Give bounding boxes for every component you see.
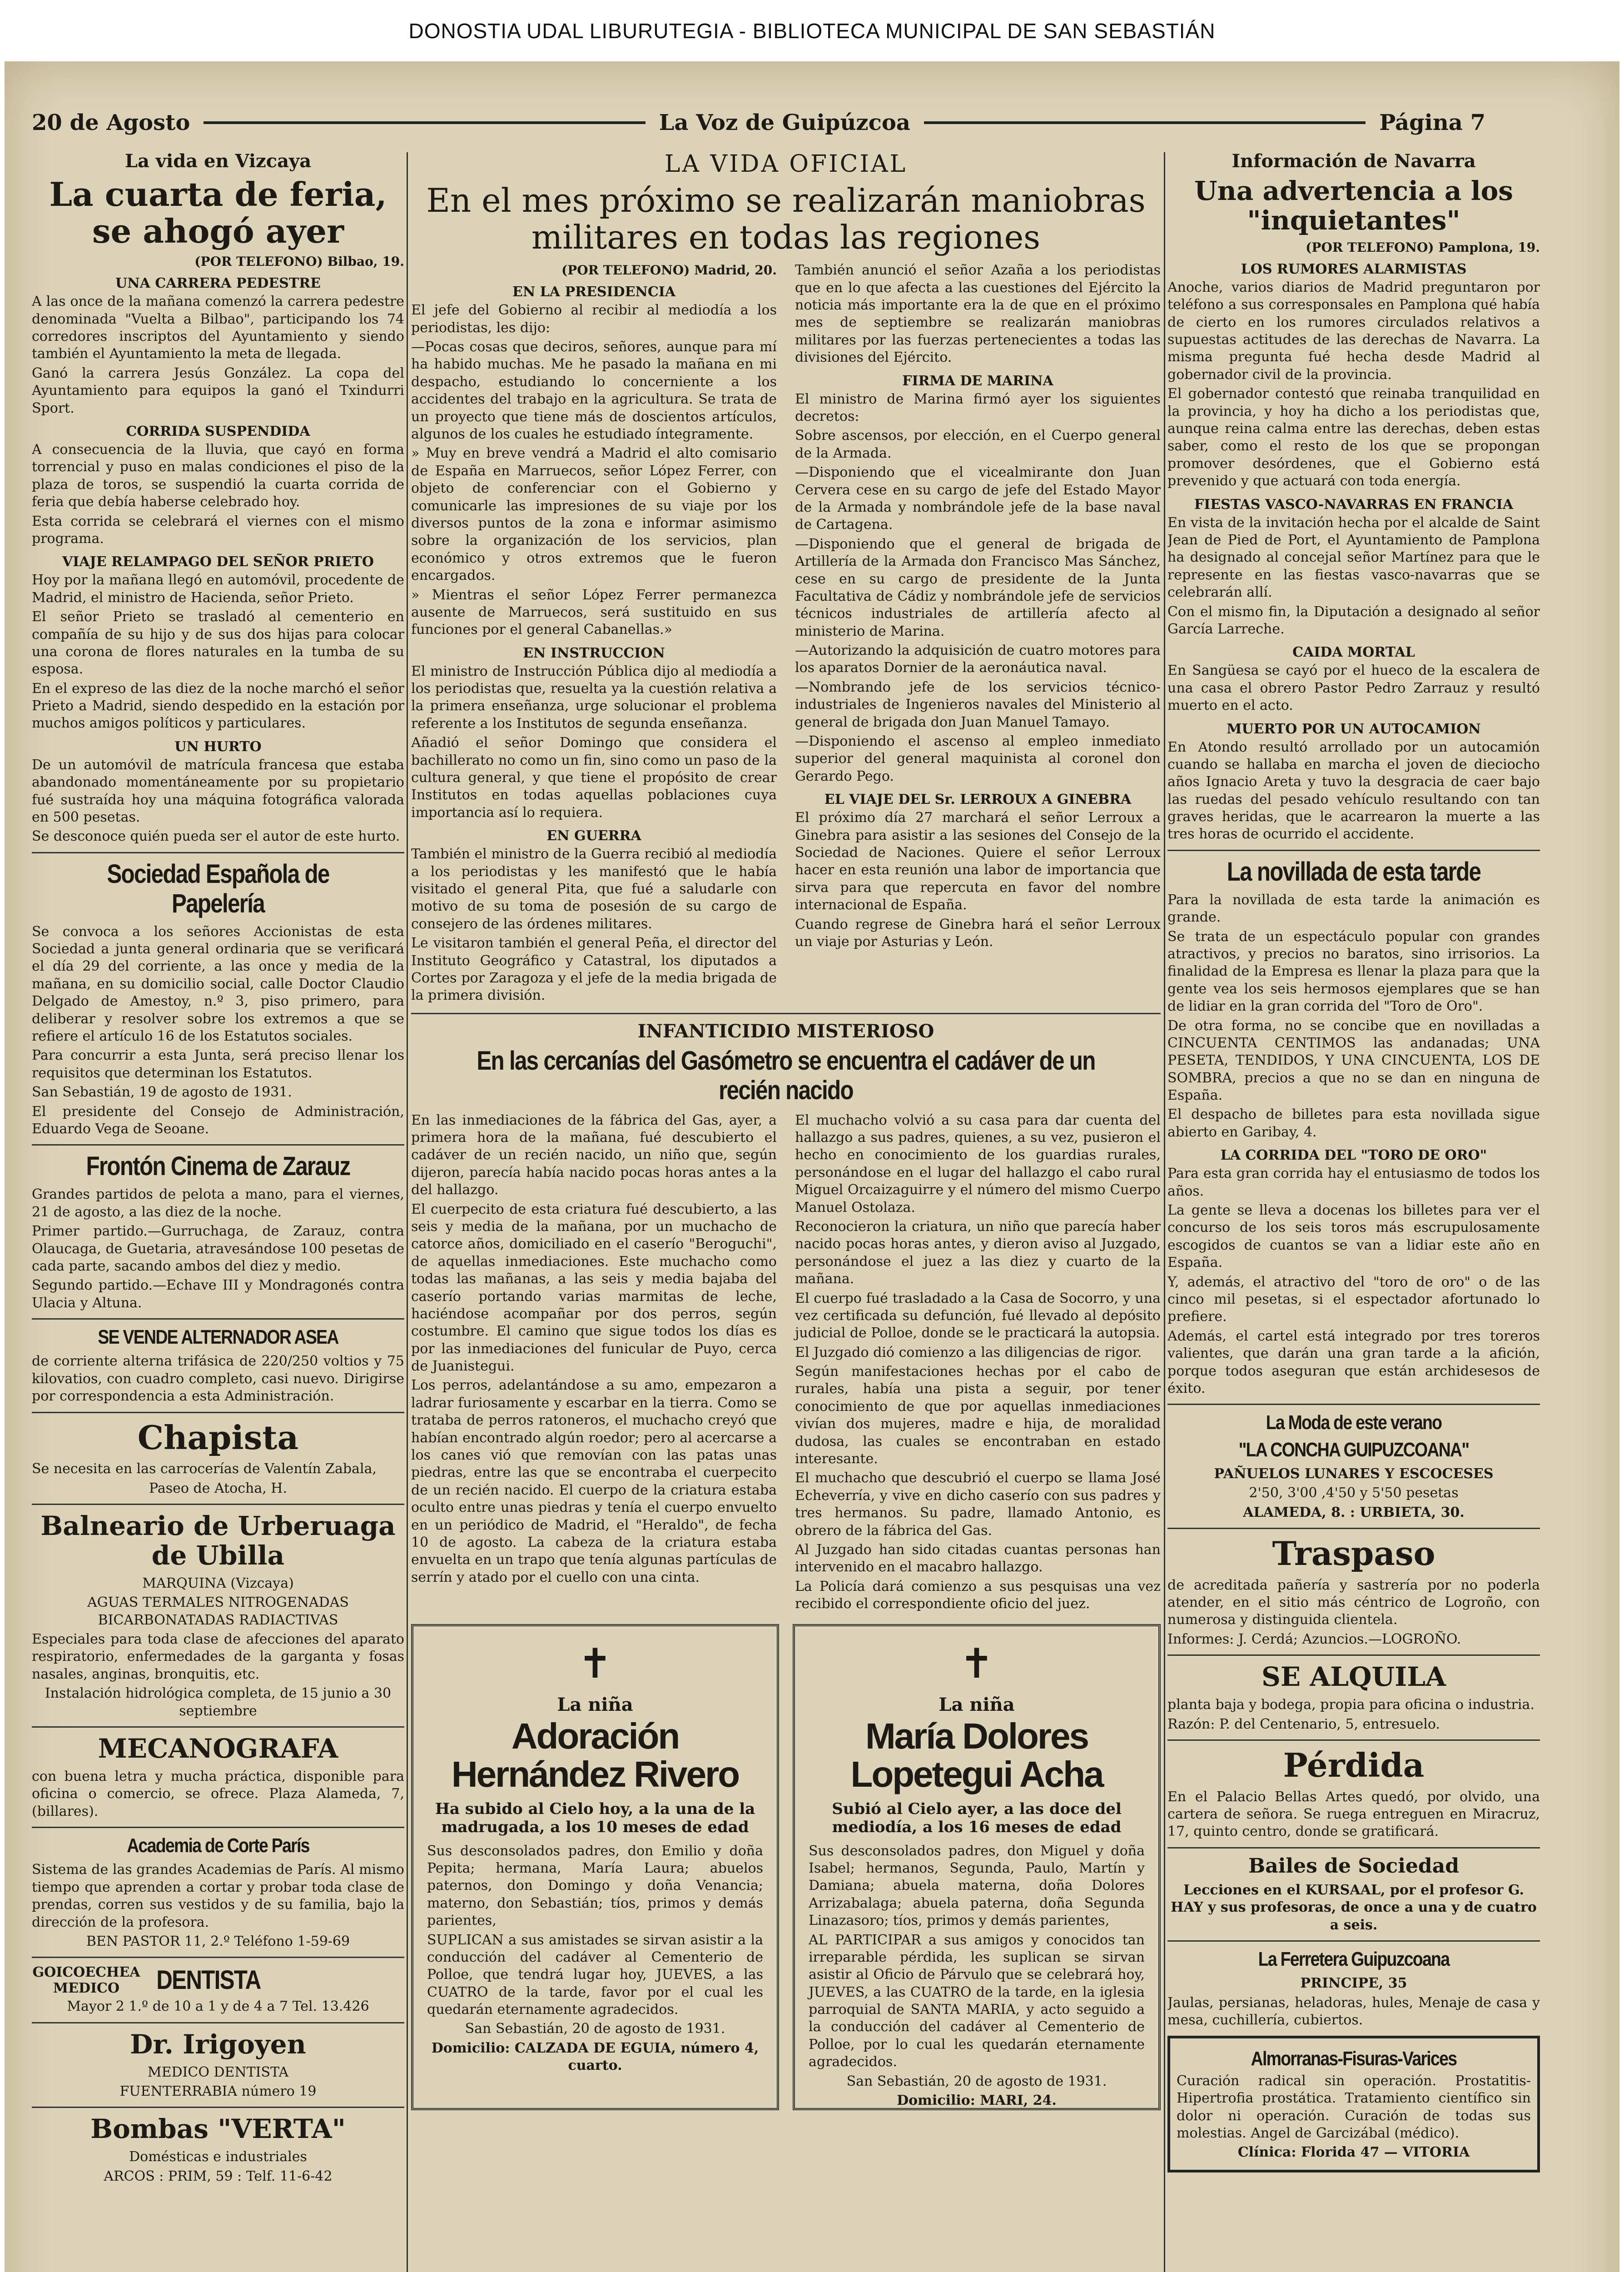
ad-text: Para concurrir a esta Junta, será preciso llenar los requisitos que determinan los Estatutos. [32, 1047, 404, 1081]
obit-text: Domicilio: CALZADA DE EGUIA, número 4, cuarto. [431, 2040, 759, 2074]
ad-bombas-title: Bombas "VERTA" [90, 2113, 346, 2145]
angel-icon: ✝ [959, 1639, 994, 1688]
column-rule [1164, 152, 1165, 2272]
paragraph: —Autorizando la adquisición de cuatro motores para los aparatos Dornier de la aeronáutica naval. [795, 643, 1161, 676]
ad-text: PRINCIPE, 35 [1300, 1975, 1407, 1992]
section-title: LA VIDA OFICIAL [664, 150, 908, 178]
headline: La novillada de esta tarde [1227, 857, 1481, 887]
paragraph: Al Juzgado han sido citadas cuantas personas han intervenido en el macabro hallazgo. [795, 1541, 1161, 1575]
paragraph: También el ministro de la Guerra recibió al mediodía a los periodistas y les manifestó que le había visitado el general Pita, que fué a saludarle con motivo de su toma de posesión de su cargo de consejero de las órdenes militares. [411, 846, 777, 932]
paragraph: Esta corrida se celebrará el viernes con el mismo programa. [32, 513, 404, 547]
divider [411, 1013, 1161, 1014]
ad-moda-title: La Moda de este verano [1266, 1411, 1442, 1434]
ad-alquila-title: SE ALQUILA [1261, 1661, 1446, 1693]
divider [32, 1726, 404, 1728]
paragraph: La Policía dará comienzo a sus pesquisas una vez recibido el correspondiente oficio del juez. [795, 1578, 1161, 1612]
paragraph: Para esta gran corrida hay el entusiasmo de todos los años. [1167, 1166, 1540, 1199]
article-columns [411, 1110, 1161, 1615]
ad-text: Jaulas, persianas, heladoras, hules, Menaje de casa y mesa, cuchillería, cubiertos. [1167, 1994, 1540, 2028]
obit-label: La niña [939, 1694, 1015, 1715]
paragraph: El ministro de Instrucción Pública dijo al mediodía a los periodistas que, resuelta ya la cuestión relativa a la primera enseñanza, urge solucionar el problema referente a los Institutos de segunda enseñanza. [411, 663, 777, 732]
paragraph: Además, el cartel está integrado por tres toreros valientes, que darán una gran tarde a la afición, porque todos aseguran que están archidesesos de éxito. [1167, 1328, 1540, 1396]
ad-text: Grandes partidos de pelota a mano, para el viernes, 21 de agosto, a las diez de la noche. [32, 1186, 404, 1220]
obituary [411, 1624, 779, 2110]
paragraph: Cuando regrese de Ginebra hará el señor Lerroux un viaje por Asturias y León. [795, 916, 1161, 950]
paragraph: Los perros, adelantándose a su amo, empezaron a ladrar furiosamente y escarbar en la tierra. Como se trataba de perros ratoneros, el muchacho creyó que habían encontrado algún roedor; pero al acercarse a los canes vió que removían con las patas unas piedras, entre las que se encontraba el cuerpecito de un recién nacido. El cuerpo de la criatura estaba oculto entre unas piedras y tenía el cuerpo envuelto en un periódico de Madrid, el "Heraldo", de fecha 10 de agosto. La cabeza de la criatura estaba envuelta en un trapo que tenía algunas partículas de serrín y atado por el cuello con una cinta. [411, 1377, 777, 1585]
ad-dentista-name: GOICOECHEA MEDICO [32, 1964, 140, 1997]
archive-header: DONOSTIA UDAL LIBURUTEGIA - BIBLIOTECA MUNICIPAL DE SAN SEBASTIÁN [408, 19, 1216, 43]
obit-text: San Sebastián, 20 de agosto de 1931. [846, 2073, 1107, 2089]
subheading: MUERTO POR UN AUTOCAMION [1227, 721, 1481, 737]
paragraph: Con el mismo fin, la Diputación a designado al señor García Larreche. [1167, 603, 1540, 637]
paragraph: El próximo día 27 marchará el señor Lerroux a Ginebra para asistir a las sesiones del Consejo de la Sociedad de Naciones. Quiere el señor Lerroux hacer en esta reunión una labor de importancia que sirva para que repercuta en favor del nombre internacional de España. [795, 810, 1161, 913]
paragraph: El jefe del Gobierno al recibir al mediodía a los periodistas, les dijo: [411, 302, 777, 336]
article-columns [411, 260, 1161, 1006]
subheading: CAIDA MORTAL [1292, 644, 1415, 661]
ad-text: San Sebastián, 19 de agosto de 1931. [32, 1084, 292, 1101]
ad-text: Curación radical sin operación. Prostatitis-Hipertrofia prostática. Tratamiento científico sin dolor ni operación. Curación de todas sus molestias. Angel de Garcizábal (médico). [1177, 2073, 1531, 2142]
subheading: UN HURTO [174, 738, 262, 755]
paragraph: El señor Prieto se trasladó al cementerio en compañía de su hijo y de sus dos hijas para colocar una corona de flores naturales en la tumba de su esposa. [32, 609, 404, 678]
article-column [411, 260, 777, 1006]
obit-name: Adoración Hernández Rivero [451, 1715, 739, 1794]
paragraph: En vista de la invitación hecha por el alcalde de Saint Jean de Pied de Port, el Ayuntamiento de Pamplona ha designado al concejal señor Martínez para que le represente en las fiestas vasco-navarras que se celebrarán allí. [1167, 514, 1540, 601]
ad-text: Instalación hidrológica completa, de 15 junio a 30 septiembre [45, 1685, 392, 1719]
divider [32, 1412, 404, 1413]
ad-text: BEN PASTOR 11, 2.º Teléfono 1-59-69 [86, 1933, 350, 1949]
subheading: EN INSTRUCCION [523, 645, 665, 661]
divider [32, 1827, 404, 1828]
subheading: VIAJE RELAMPAGO DEL SEÑOR PRIETO [62, 554, 374, 570]
paragraph: El muchacho volvió a su casa para dar cuenta del hallazgo a sus padres, quienes, a su vez, pusieron el hecho en conocimiento de los guardias rurales, personándose en el lugar del hallazgo el cabo rural Miguel Orcaizaguirre y el número del mismo Cuerpo Manuel Ostolaza. [795, 1112, 1161, 1216]
paragraph: Se trata de un espectáculo popular con grandes atractivos, y precios no baratos, sino irrisorios. La finalidad de la Empresa es llenar la plaza para que la gente vea los seis hermosos ejemplares que se han de lidiar en la gran corrida del "Toro de Oro". [1167, 928, 1540, 1015]
article-column [795, 260, 1161, 1006]
paragraph: —Nombrando jefe de los servicios técnico-industriales de Ingenieros navales del Ministerio al general de brigada don Juan Manuel Tamayo. [795, 679, 1161, 730]
ad-mecanografa-title: MECANOGRAFA [98, 1733, 338, 1764]
subheading: EL VIAJE DEL Sr. LERROUX A GINEBRA [824, 792, 1132, 808]
ad-text: ARCOS : PRIM, 59 : Telf. 11-6-42 [104, 2168, 333, 2184]
ad-text: Mayor 2 1.º de 10 a 1 y de 4 a 7 Tel. 13.426 [67, 1998, 369, 2015]
headline: En las cercanías del Gasómetro se encuentra el cadáver de un recién nacido [477, 1046, 1095, 1105]
ad-text: ALAMEDA, 8. : URBIETA, 30. [1243, 1504, 1465, 1520]
divider [32, 1144, 404, 1146]
ad-text: Primer partido.—Gurruchaga, de Zarauz, contra Olaucaga, de Guetaria, atravesándose 100 pesetas de cada parte, sacando ambos del diez y medio. [32, 1223, 404, 1274]
angel-icon: ✝ [578, 1639, 612, 1688]
ad-text: Sistema de las grandes Academias de París. Al mismo tiempo que aprenden a cortar y probar toda clase de prendas, corren sus vestidos y de su familia, bajo la dirección de la profesora. [32, 1862, 404, 1930]
ad-balneario-title: Balneario de Urberuaga de Ubilla [40, 1510, 396, 1571]
paragraph: A las once de la mañana comenzó la carrera pedestre denominada "Vuelta a Bilbao", participando los 74 corredores inscriptos del Ayuntamiento y siendo también el Ayuntamiento la meta de llegada. [32, 294, 404, 362]
subheading: LA CORRIDA DEL "TORO DE ORO" [1220, 1147, 1487, 1164]
column-navarra [1167, 148, 1540, 2179]
ad-alternador-title: SE VENDE ALTERNADOR ASEA [98, 1326, 338, 1349]
divider [1167, 1654, 1540, 1656]
paragraph: —Disponiendo que el general de brigada de Artillería de la Armada don Francisco Mas Sánchez, cese en su cargo de presidente de la Junta Facultativa de Cádiz y nombrándole jefe de servicios técnicos industriales de artillería afecto al ministerio de Marina. [795, 536, 1161, 639]
dateline: (POR TELEFONO) Pamplona, 19. [1306, 239, 1540, 255]
ad-text: MEDICO DENTISTA [147, 2064, 289, 2080]
subheading: FIESTAS VASCO-NAVARRAS EN FRANCIA [1194, 496, 1514, 513]
paragraph: Según manifestaciones hechas por el cabo de rurales, había una pista a seguir, por tener conocimiento de que por aquellas inmediaciones vivían dos mujeres, madre e hija, de moralidad dudosa, las cuales se encontraban en estado interesante. [795, 1364, 1161, 1467]
ad-text: PAÑUELOS LUNARES Y ESCOCESES [1214, 1465, 1494, 1482]
obit-text: SUPLICAN a sus amistades se sirvan asistir a la conducción del cadáver al Cementerio de Polloe, que tendrá lugar hoy, JUEVES, a las CUATRO de la tarde, favor por el cual les quedarán eternamente agradecidos. [427, 1932, 763, 2018]
ad-text: MARQUINA (Vizcaya) [142, 1575, 294, 1591]
article-column [795, 1110, 1161, 1615]
paragraph: En el expreso de las diez de la noche marchó el señor Prieto a Madrid, siendo despedido en la estación por muchos amigos políticos y particulares. [32, 680, 404, 732]
column-vida-oficial [411, 148, 1161, 2110]
paragraph: Se desconoce quién pueda ser el autor de este hurto. [32, 828, 400, 845]
column-rule [407, 152, 408, 2272]
ad-fronton-title: Frontón Cinema de Zarauz [86, 1151, 350, 1181]
divider [32, 2022, 404, 2023]
paragraph: Ganó la carrera Jesús González. La copa del Ayuntamiento para equipos la ganó el Txindurri Sport. [32, 365, 404, 416]
ad-text: Paseo de Atocha, H. [149, 1480, 287, 1496]
ad-bailes-title: Bailes de Sociedad [1248, 1854, 1459, 1878]
section-title: Información de Navarra [1232, 150, 1476, 172]
paragraph: El despacho de billetes para esta novillada sigue abierto en Garibay, 4. [1167, 1106, 1540, 1140]
divider [1167, 1847, 1540, 1848]
ad-text: Segundo partido.—Echave III y Mondragonés contra Ulacia y Altuna. [32, 1277, 404, 1311]
paragraph: Sobre ascensos, por elección, en el Cuerpo general de la Armada. [795, 428, 1161, 461]
paragraph: Anoche, varios diarios de Madrid preguntaron por teléfono a sus corresponsales en Pamplona qué había de cierto en los rumores circulados relativos a supuestas actitudes de las derechas de Navarra. La misma pregunta fué hecha desde Madrid al gobernador civil de la provincia. [1167, 279, 1540, 383]
paragraph: » Mientras el señor López Ferrer permanezca ausente de Marruecos, será sustituido en sus funciones por el general Cabanellas.» [411, 587, 777, 638]
article-column [411, 1110, 777, 1615]
ad-text: En el Palacio Bellas Artes quedó, por olvido, una cartera de señora. Se ruega entreguen en Miracruz, 17, quinto centro, donde se gratificará. [1167, 1789, 1540, 1840]
paragraph: El cuerpecito de esta criatura fué descubierto, a las seis y media de la mañana, por un muchacho de catorce años, domiciliado en el caserío "Beroguchi", de aquellas inmediaciones. Este muchacho como todas las mañanas, a las seis y media bajaba del caserío portando varias marmitas de leche, haciéndose acompañar por dos perros, según costumbre. El camino que sigue todos los días es por las inmediaciones del funicular de Puyo, cerca de Juanistegui. [411, 1201, 777, 1375]
paragraph: El muchacho que descubrió el cuerpo se llama José Echeverría, y vive en dicho caserío con sus padres y tres hermanos. Su padre, llamado Antonio, es obrero de la fábrica del Gas. [795, 1470, 1161, 1539]
paragraph: Hoy por la mañana llegó en automóvil, procedente de Madrid, el ministro de Hacienda, señor Prieto. [32, 572, 404, 606]
section-title: La vida en Vizcaya [124, 150, 312, 172]
ad-dentista-title: DENTISTA [156, 1965, 261, 1995]
divider [1167, 1404, 1540, 1405]
masthead-date: 20 de Agosto [32, 110, 190, 135]
ad-perdida-title: Pérdida [1283, 1745, 1425, 1784]
paragraph: Para la novillada de esta tarde la animación es grande. [1167, 892, 1540, 926]
headline: La cuarta de feria, se ahogó ayer [49, 175, 387, 250]
obit-text: Sus desconsolados padres, don Miguel y doña Isabel; hermanos, Segunda, Paulo, Martín y Damiana; abuela materna, doña Dolores Arrizabalaga; abuela paterna, doña Segunda Linazasoro; tíos, primos y demás parientes, [809, 1843, 1145, 1929]
obit-name: María Dolores Lopetegui Acha [850, 1715, 1103, 1794]
divider [32, 852, 404, 853]
ad-text: de acreditada pañería y sastrería por no poderla atender, en el sitio más céntrico de Logroño, con numerosa y distinguida clientela. [1167, 1577, 1540, 1628]
obituary [793, 1624, 1161, 2110]
ad-text: Se convoca a los señores Accionistas de esta Sociedad a junta general ordinaria que se verificará el día 29 del corriente, a las once y media de la mañana, en su domicilio social, calle Doctor Claudio Delgado de Amestoy, n.º 3, piso primero, para deliberar y resolver sobre los extremos a que se refiere el artículo 16 de los Estatutos sociales. [32, 923, 404, 1045]
ad-text: Domésticas e industriales [129, 2149, 307, 2165]
ad-text: Se necesita en las carrocerías de Valentín Zabala, [32, 1461, 377, 1477]
divider [32, 1957, 404, 1958]
divider [32, 1504, 404, 1505]
masthead-rule [204, 121, 645, 124]
paragraph: —Pocas cosas que deciros, señores, aunque para mí ha habido muchas. Me he pasado la mañana en mi despacho, estudiando lo concerniente a los accidentes del trabajo en la agricultura. Se trata de un proyecto que tiene más de doscientos artículos, algunos de los cuales he estudiado íntegramente. [411, 339, 777, 442]
paragraph: La gente se lleva a docenas los billetes para ver el concurso de los seis toros más escrupulosamente escogidos de cuantos se van a lidiar este año en España. [1167, 1202, 1540, 1271]
masthead-page: Página 7 [1379, 110, 1485, 135]
ad-text: de corriente alterna trifásica de 220/250 voltios y 75 kilovatios, con cuadro completo, casi nuevo. Dirigirse por correspondencia a esta Administración. [32, 1353, 404, 1405]
masthead [32, 107, 1485, 139]
paragraph: El gobernador contestó que reinaba tranquilidad en la provincia, y hoy ha dicho a los periodistas que, aunque reina calma entre las derechas, deben estas saber, como el resto de los que se propongan promover desórdenes, que el Gobierno está prevenido y que actuará con toda energía. [1167, 386, 1540, 489]
paragraph: También anunció el señor Azaña a los periodistas que en lo que afecta a las cuestiones del Ejército la noticia más importante era la de que en el próximo mes de septiembre se realizarán maniobras militares por las fuerzas pertenecientes a todas las divisiones del Ejército. [795, 262, 1161, 366]
obituaries [411, 1624, 1161, 2110]
ad-text: Lecciones en el KURSAAL, por el profesor G. HAY y sus profesoras, de once a una y de cuatro a seis. [1171, 1882, 1537, 1933]
ad-moda-store: "LA CONCHA GUIPUZCOANA" [1238, 1438, 1469, 1461]
obit-text: AL PARTICIPAR a sus amigos y conocidos tan irreparable pérdida, les suplican se sirvan asistir al Oficio de Párvulo que se celebrará hoy, JUEVES, a las CUATRO de la tarde, en la iglesia parroquial de SANTA MARIA, y acto seguido a la conducción del cadáver al Cementerio de Polloe, por lo cual les quedarán eternamente agradecidos. [809, 1932, 1145, 2070]
paragraph: En Atondo resultó arrollado por un autocamión cuando se hallaba en marcha el joven de dieciocho años Ignacio Areta y tuvo la desgracia de caer bajo las ruedas del pesado vehículo resultando con tan graves heridas, que le acarrearon la muerte a las tres horas de ocurrido el accidente. [1167, 739, 1540, 842]
ad-text: FUENTERRABIA número 19 [119, 2083, 317, 2100]
paragraph: De un automóvil de matrícula francesa que estaba abandonado momentáneamente por su propietario fué sustraída hoy una máquina fotográfica valorada en 500 pesetas. [32, 757, 404, 826]
obit-text: Sus desconsolados padres, don Emilio y doña Pepita; hermana, María Laura; abuelos paternos, don Domingo y doña Venancia; materno, don Sebastián; tíos, primos y demás parientes, [427, 1843, 763, 1929]
paragraph: El ministro de Marina firmó ayer los siguientes decretos: [795, 391, 1161, 424]
ad-text: Especiales para toda clase de afecciones del aparato respiratorio, enfermedades de la garganta y fosas nasales, anginas, bronquitis, etc. [32, 1631, 404, 1682]
subheading: CORRIDA SUSPENDIDA [126, 423, 310, 439]
obit-label: La niña [557, 1694, 633, 1715]
ad-dentista-row [32, 1964, 404, 1996]
ad-traspaso-title: Traspaso [1272, 1534, 1435, 1573]
ad-almorranas-box [1167, 2036, 1540, 2172]
masthead-title: La Voz de Guipúzcoa [659, 110, 910, 135]
dateline: (POR TELEFONO) Madrid, 20. [561, 263, 777, 278]
obit-text: San Sebastián, 20 de agosto de 1931. [465, 2021, 725, 2037]
headline: Una advertencia a los "inquietantes" [1194, 175, 1513, 236]
subheading: FIRMA DE MARINA [902, 373, 1053, 389]
ad-text: Razón: P. del Centenario, 5, entresuelo. [1167, 1716, 1440, 1732]
masthead-rule [924, 121, 1366, 124]
ad-almorranas-title: Almorranas-Fisuras-Varices [1251, 2047, 1457, 2070]
headline: En el mes próximo se realizarán maniobras militares en todas las regiones [426, 181, 1146, 256]
divider [32, 1318, 404, 1320]
ad-chapista-title: Chapista [137, 1418, 299, 1457]
paragraph: » Muy en breve vendrá a Madrid el alto comisario de España en Marruecos, señor López Ferrer, con objeto de conferenciar con el Gobierno y comunicarle las impresiones de su viaje por los diversos puntos de la zona e informar asimismo sobre la organización de los servicios, plan económico y otros extremos que le fueron encargados. [411, 445, 777, 584]
section-title: INFANTICIDIO MISTERIOSO [637, 1020, 934, 1042]
archive-header-bar [0, 0, 1624, 61]
paragraph: —Disponiendo el ascenso al empleo inmediato superior del general maquinista al coronel don Gerardo Pego. [795, 733, 1161, 784]
ad-ferretera-title: La Ferretera Guipuzcoana [1258, 1948, 1450, 1971]
ad-text: 2'50, 3'00 ,4'50 y 5'50 pesetas [1249, 1485, 1459, 1501]
ad-text: El presidente del Consejo de Administración, Eduardo Vega de Seoane. [32, 1103, 404, 1137]
paragraph: Añadió el señor Domingo que considera el bachillerato no como un fin, sino como un paso de la cultura general, y que tiene el propósito de crear Institutos en todas aquellas poblaciones cuya importancia así lo requiera. [411, 735, 777, 821]
paragraph: En Sangüesa se cayó por el hueco de la escalera de una casa el obrero Pastor Pedro Zarrauz y resultó muerto en el acto. [1167, 663, 1540, 714]
ad-text: AGUAS TERMALES NITROGENADAS BICARBONATADAS RADIACTIVAS [87, 1594, 349, 1628]
ad-text: Informes: J. Cerdá; Azuncios.—LOGROÑO. [1167, 1631, 1461, 1647]
subheading: UNA CARRERA PEDESTRE [115, 275, 321, 292]
obit-subtitle: Subió al Cielo ayer, a las doce del mediodía, a los 16 meses de edad [832, 1799, 1122, 1836]
subheading: EN GUERRA [546, 828, 641, 844]
ad-text: con buena letra y mucha práctica, disponible para oficina o comercio, se ofrece. Plaza Alameda, 7, (billares). [32, 1768, 404, 1819]
paragraph: Reconocieron la criatura, un niño que parecía haber nacido pocas horas antes, y dieron aviso al Juzgado, personándose el juez a las diez y cuarto de la mañana. [795, 1218, 1161, 1287]
newspaper-page [5, 61, 1619, 2272]
subheading: EN LA PRESIDENCIA [512, 284, 676, 300]
column-vizcaya [32, 148, 404, 2187]
ad-papeleria-title: Sociedad Española de Papelería [107, 859, 329, 918]
ad-text: planta baja y bodega, propia para oficina o industria. [1167, 1697, 1535, 1713]
dateline: (POR TELEFONO) Bilbao, 19. [194, 254, 404, 269]
paragraph: A consecuencia de la lluvia, que cayó en forma torrencial y puso en malas condiciones el piso de la plaza de toros, se suspendió la cuarta corrida de feria que debía haberse celebrado hoy. [32, 441, 404, 510]
paragraph: De otra forma, no se concibe que en novilladas a CINCUENTA CENTIMOS las andanadas; UNA PESETA, TENDIDOS, Y UNA CINCUENTA, LOS DE SOMBRA, precios a que no se dan en ninguna de España. [1167, 1017, 1540, 1104]
paragraph: En las inmediaciones de la fábrica del Gas, ayer, a primera hora de la mañana, fué descubierto el cadáver de un recién nacido, un niño que, según dijeron, parecía había nacido pocas horas antes a la del hallazgo. [411, 1112, 777, 1198]
paragraph: El cuerpo fué trasladado a la Casa de Socorro, y una vez certificada su defunción, fué llevado al depósito judicial de Polloe, donde se le practicará la autopsia. [795, 1290, 1161, 1341]
divider [1167, 1739, 1540, 1741]
divider [1167, 1528, 1540, 1529]
paragraph: Le visitaron también el general Peña, el director del Instituto Geográfico y Catastral, los diputados a Cortes por Zaragoza y el jefe de la media brigada de la primera división. [411, 935, 777, 1004]
ad-text: Clínica: Florida 47 — VITORIA [1237, 2144, 1470, 2161]
divider [1167, 850, 1540, 851]
divider [1167, 1940, 1540, 1942]
obit-text: Domicilio: MARI, 24. [897, 2093, 1057, 2109]
paragraph: El Juzgado dió comienzo a las diligencias de rigor. [795, 1344, 1142, 1360]
ad-irigoyen-title: Dr. Irigoyen [130, 2028, 306, 2060]
ad-academia-title: Academia de Corte París [127, 1834, 309, 1857]
divider [32, 2107, 404, 2108]
obit-subtitle: Ha subido al Cielo hoy, a la una de la madrugada, a los 10 meses de edad [435, 1799, 755, 1836]
paragraph: Y, además, el atractivo del "toro de oro" o de las cinco mil pesetas, si el espectador afortunado lo prefiere. [1167, 1274, 1540, 1325]
subheading: LOS RUMORES ALARMISTAS [1241, 261, 1467, 277]
paragraph: —Disponiendo que el vicealmirante don Juan Cervera cese en su cargo de jefe del Estado Mayor de la Armada y nombrándole jefe de la base naval de Cartagena. [795, 464, 1161, 533]
